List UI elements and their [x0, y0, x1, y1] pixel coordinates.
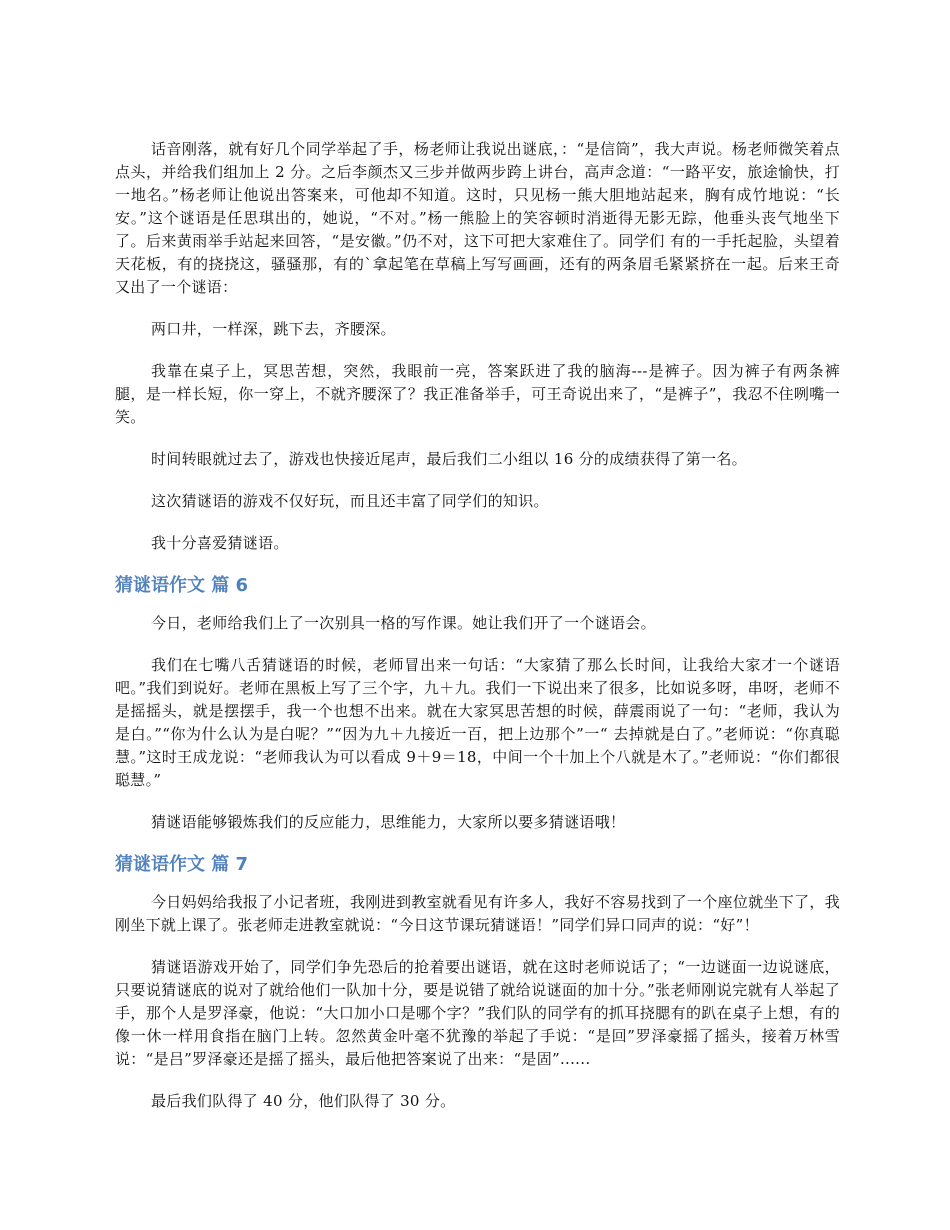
paragraph: 猜谜语能够锻炼我们的反应能力，思维能力，大家所以要多猜谜语哦！ — [151, 813, 626, 831]
paragraph: 最后我们队得了 40 分，他们队得了 30 分。 — [151, 1092, 456, 1110]
section-heading: 猜谜语作文 篇 7 — [115, 854, 249, 875]
paragraph: 今日妈妈给我报了小记者班，我刚进到教室就看见有许多人，我好不容易找到了一个座位就坐下了，我刚坐下就上课了。张老师走进教室就说：“今日这节课玩猜谜语！”同学们异口同声的说：“好”！ — [115, 893, 840, 934]
riddle-line: 两口井，一样深，跳下去，齐腰深。 — [151, 320, 396, 338]
section-continued — [115, 138, 840, 555]
section-7 — [115, 853, 840, 1113]
paragraph: 这次猜谜语的游戏不仅好玩，而且还丰富了同学们的知识。 — [151, 492, 549, 510]
section-heading: 猜谜语作文 篇 6 — [115, 575, 249, 596]
paragraph: 猜谜语游戏开始了，同学们争先恐后的抢着要出谜语，就在这时老师说话了；“一边谜面一边说谜底，只要说猜谜底的说对了就给他们一队加十分，要是说错了就给说谜面的加十分。”张老师刚说完就有人举起了手，那个人是罗泽豪，他说：“大口加小口是哪个字？”我们队的同学有的抓耳挠腮有的趴在桌子上想，有的像一休一样用食指在脑门上转。忽然黄金叶毫不犹豫的举起了手说：“是回”罗泽豪摇了摇头，接着万林雪说：“是吕”罗泽豪还是摇了摇头，最后他把答案说了出来：“是固”...... — [115, 958, 840, 1068]
paragraph: 话音刚落，就有好几个同学举起了手，杨老师让我说出谜底，：“是信筒”，我大声说。杨老师微笑着点点头，并给我们组加上 2 分。之后李颜杰又三步并做两步跨上讲台，高声念道：“一路平安，旅途愉快，打一地名。”杨老师让他说出答案来，可他却不知道。这时，只见杨一熊大胆地站起来，胸有成竹地说：“长安。”这个谜语是任思琪出的，她说，“不对。”杨一熊脸上的笑容顿时消逝得无影无踪，他垂头丧气地坐下了。后来黄雨举手站起来回答，“是安徽。”仍不对，这下可把大家难住了。同学们 有的一手托起脸，头望着天花板，有的挠挠这，骚骚那，有的`拿起笔在草稿上写写画画，还有的两条眉毛紧紧挤在一起。后来王奇又出了一个谜语： — [115, 140, 840, 296]
paragraph: 时间转眼就过去了，游戏也快接近尾声，最后我们二小组以 16 分的成绩获得了第一名。 — [151, 450, 747, 468]
paragraph: 我们在七嘴八舌猜谜语的时候，老师冒出来一句话：“大家猜了那么长时间，让我给大家才一个谜语吧。”我们到说好。老师在黑板上写了三个字，九＋九。我们一下说出来了很多，比如说多呀，串呀，老师不是摇摇头，就是摆摆手，我一个也想不出来。就在大家冥思苦想的时候，薛震雨说了一句：“老师，我认为是白。”“你为什么认为是白呢？”“因为九＋九接近一百，把上边那个”一“ 去掉就是白了。”老师说：“你真聪慧。”这时王成龙说：“老师我认为可以看成 9＋9＝18，中间一个十加上个八就是木了。”老师说：“你们都很聪慧。” — [115, 656, 840, 789]
section-6 — [115, 574, 840, 834]
paragraph: 我靠在桌子上，冥思苦想，突然，我眼前一亮，答案跃进了我的脑海---是裤子。因为裤子有两条裤腿，是一样长短，你一穿上，不就齐腰深了？我正准备举手，可王奇说出来了，“是裤子”，我忍不住咧嘴一笑。 — [115, 362, 840, 426]
paragraph: 今日，老师给我们上了一次别具一格的写作课。她让我们开了一个谜语会。 — [151, 614, 656, 632]
paragraph: 我十分喜爱猜谜语。 — [151, 534, 289, 552]
document-page — [115, 138, 840, 1132]
